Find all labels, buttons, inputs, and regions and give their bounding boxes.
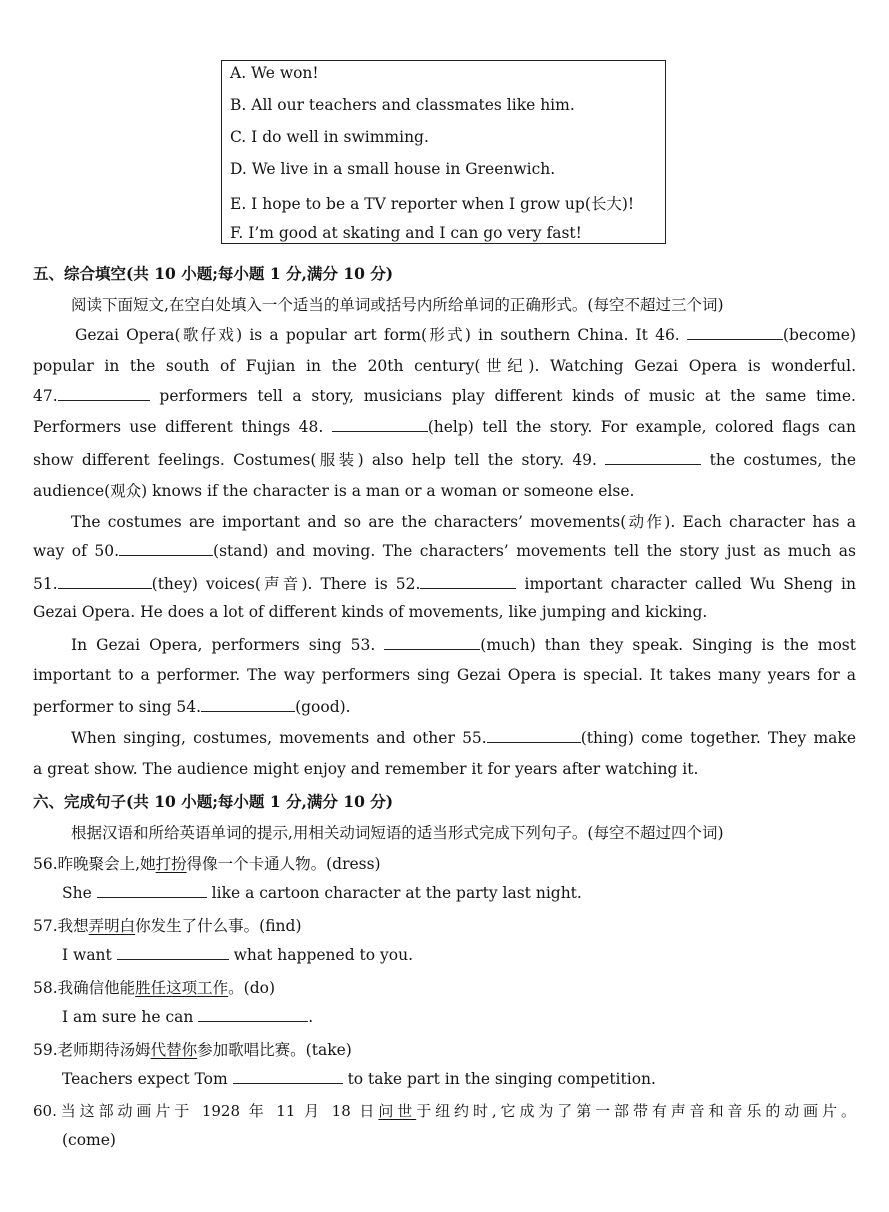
passage-text: (thing) come together. They make [580, 729, 856, 747]
underlined-phrase: 代替你 [150, 1041, 198, 1059]
answer-blank-58[interactable] [198, 1007, 308, 1022]
question-text: 56.昨晚聚会上,她 [33, 855, 156, 873]
sentence-text: Teachers expect Tom [62, 1070, 228, 1088]
section5-instruction: 阅读下面短文,在空白处填入一个适当的单词或括号内所给单词的正确形式。(每空不超过三个词) [71, 296, 724, 314]
section6-heading: 六、完成句子(共 10 小题;每小题 1 分,满分 10 分) [33, 792, 394, 811]
answer-blank-59[interactable] [233, 1069, 343, 1084]
passage-text: show different feelings. Costumes(服装) also help tell the story. 49. [33, 451, 597, 469]
question-59-chinese [33, 1038, 352, 1060]
passage-line: important to a performer. The way performers sing Gezai Opera is special. It takes many years for a [33, 666, 856, 684]
blank-46[interactable] [687, 325, 783, 340]
sentence-text: . [308, 1008, 314, 1026]
passage-line [33, 417, 856, 436]
option-f: F. I’m good at skating and I can go very fast! [230, 224, 582, 242]
option-e: E. I hope to be a TV reporter when I grow up(长大)! [230, 195, 635, 213]
underlined-phrase: 胜任这项工作 [135, 979, 229, 997]
question-text: 57.我想 [33, 917, 89, 935]
question-text: 60.当这部动画片于 1928 年 11 月 18 日 [33, 1102, 379, 1120]
section6-instruction: 根据汉语和所给英语单词的提示,用相关动词短语的适当形式完成下列句子。(每空不超过四个词) [71, 824, 724, 842]
blank-52[interactable] [420, 574, 516, 589]
passage-text: (much) than they speak. Singing is the most [480, 636, 856, 654]
blank-51[interactable] [58, 574, 152, 589]
blank-50[interactable] [119, 541, 213, 556]
passage-line [33, 448, 856, 470]
question-58-english [62, 1007, 313, 1026]
question-text: 于纽约时,它成为了第一部带有声音和音乐的动画片。 [416, 1102, 856, 1120]
question-text: 参加歌唱比赛。(take) [197, 1041, 352, 1059]
sentence-text: I want [62, 946, 112, 964]
question-57-chinese [33, 914, 302, 936]
blank-53[interactable] [384, 635, 480, 650]
passage-line [75, 323, 856, 345]
passage-line: a great show. The audience might enjoy and remember it for years after watching it. [33, 760, 699, 778]
passage-text: (they) voices(声音). There is 52. [151, 575, 421, 593]
passage-line [33, 541, 856, 560]
sentence-text: like a cartoon character at the party last night. [211, 884, 582, 902]
passage-text: important character called Wu Sheng in [524, 575, 856, 593]
passage-text: (become) [782, 326, 856, 344]
passage-text: the costumes, the [709, 451, 856, 469]
answer-options-box [221, 60, 666, 244]
passage-text: Performers use different things 48. [33, 418, 324, 436]
passage-line [71, 635, 856, 654]
passage-line [33, 386, 856, 405]
section5-heading: 五、综合填空(共 10 小题;每小题 1 分,满分 10 分) [33, 264, 394, 283]
question-text: 。(do) [228, 979, 276, 997]
question-58-chinese [33, 976, 275, 998]
passage-line [33, 697, 351, 716]
question-57-english [62, 945, 413, 964]
passage-line: The costumes are important and so are the characters’ movements(动作). Each character has a [71, 513, 856, 531]
passage-line [71, 728, 856, 747]
option-b: B. All our teachers and classmates like him. [230, 96, 575, 114]
sentence-text: what happened to you. [233, 946, 414, 964]
option-d: D. We live in a small house in Greenwich. [230, 160, 556, 178]
blank-47[interactable] [58, 386, 150, 401]
underlined-phrase: 打扮 [155, 855, 187, 873]
question-text: 58.我确信他能 [33, 979, 136, 997]
underlined-phrase: 弄明白 [88, 917, 136, 935]
answer-blank-56[interactable] [97, 883, 207, 898]
question-text: 59.老师期待汤姆 [33, 1041, 151, 1059]
passage-text: In Gezai Opera, performers sing 53. [71, 636, 376, 654]
question-56-english [62, 883, 582, 902]
passage-text: way of 50. [33, 542, 120, 560]
blank-49[interactable] [605, 450, 701, 465]
question-60-chinese [33, 1100, 856, 1121]
question-56-chinese [33, 852, 381, 874]
question-text: 得像一个卡通人物。(dress) [186, 855, 381, 873]
passage-line: popular in the south of Fujian in the 20th century(世纪). Watching Gezai Opera is wonderful. [33, 357, 856, 375]
passage-text: 47. [33, 387, 58, 405]
underlined-phrase: 问世 [378, 1102, 417, 1120]
passage-line: Gezai Opera. He does a lot of different kinds of movements, like jumping and kicking. [33, 603, 708, 621]
passage-text: 51. [33, 575, 58, 593]
sentence-text: She [62, 884, 92, 902]
passage-text: When singing, costumes, movements and other 55. [71, 729, 487, 747]
passage-text: (stand) and moving. The characters’ movements tell the story just as much as [213, 542, 856, 560]
blank-54[interactable] [201, 697, 295, 712]
passage-text: (help) tell the story. For example, colored flags can [427, 418, 856, 436]
option-a: A. We won! [230, 64, 319, 82]
question-60-hint: (come) [62, 1131, 116, 1149]
blank-48[interactable] [332, 417, 428, 432]
question-text: 你发生了什么事。(find) [135, 917, 302, 935]
passage-text: performer to sing 54. [33, 698, 202, 716]
sentence-text: to take part in the singing competition. [347, 1070, 656, 1088]
passage-text: Gezai Opera(歌仔戏) is a popular art form(形式) in southern China. It 46. [75, 326, 680, 344]
passage-text: performers tell a story, musicians play different kinds of music at the same time. [159, 387, 856, 405]
question-59-english [62, 1069, 656, 1088]
passage-line [33, 572, 856, 594]
sentence-text: I am sure he can [62, 1008, 194, 1026]
passage-line: audience(观众) knows if the character is a man or a woman or someone else. [33, 482, 635, 500]
answer-blank-57[interactable] [117, 945, 229, 960]
passage-text: (good). [295, 698, 351, 716]
blank-55[interactable] [487, 728, 581, 743]
option-c: C. I do well in swimming. [230, 128, 429, 146]
